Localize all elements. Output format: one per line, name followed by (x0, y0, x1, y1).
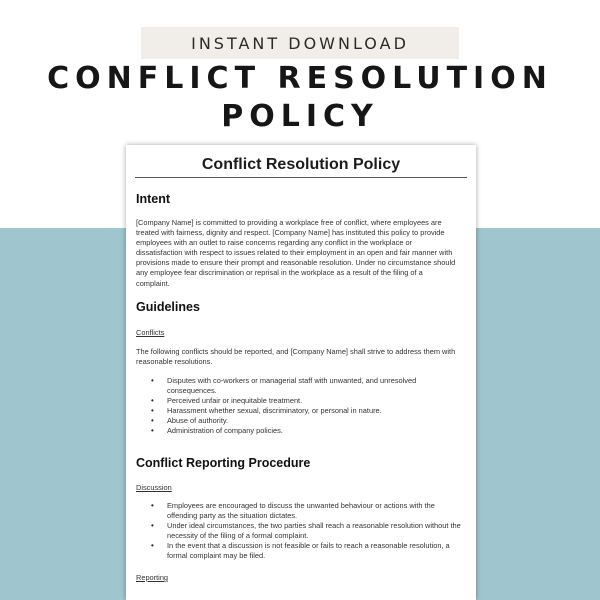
section-heading-guidelines: Guidelines (136, 300, 200, 314)
intent-line: provisions made to ensure their prompt and reasonable resolution. Under no circumstance should (136, 258, 456, 268)
list-item (136, 396, 466, 406)
section-heading-intent: Intent (136, 192, 171, 206)
conflicts-list (136, 376, 466, 437)
guidelines-intro-line: reasonable resolutions. (136, 357, 213, 367)
list-item-line: formal complaint may be filed. (167, 551, 266, 561)
headline-line-1: CONFLICT RESOLUTION (47, 61, 553, 96)
intent-line: [Company Name] is committed to providing a workplace free of conflict, where employees are (136, 218, 442, 227)
intent-paragraph (136, 218, 466, 289)
list-item-line: consequences. (167, 386, 217, 396)
list-item-line: necessity of the filing of a formal complaint. (167, 531, 309, 541)
guidelines-intro (136, 347, 466, 367)
list-item-line: offending party as the situation dictates. (167, 511, 298, 521)
list-item-line: • Abuse of authority. (167, 416, 229, 426)
guidelines-intro-line: The following conflicts should be reported, and [Company Name] shall strive to address them with (136, 347, 456, 356)
intent-line: treated with fairness, dignity and respect. [Company Name] has instituted this policy to provide (136, 228, 445, 238)
intent-line: any employee fear discrimination or reprisal in the workplace as a result of the filing of a (136, 268, 423, 278)
intent-line: dissatisfaction with respect to issues related to their employment in an open and fair manner with (136, 248, 453, 258)
list-item-line: • Harassment whether sexual, discriminatory, or personal in nature. (167, 406, 382, 416)
intent-line: employees with an outlet to raise concerns regarding any conflict in the workplace or (136, 238, 413, 248)
instant-download-badge: INSTANT DOWNLOAD (141, 27, 459, 59)
list-item (136, 406, 466, 416)
document-title: Conflict Resolution Policy (201, 156, 401, 173)
section-heading-procedure: Conflict Reporting Procedure (136, 456, 311, 470)
document-preview-page (126, 145, 476, 600)
intent-line: complaint. (136, 278, 170, 288)
list-item-line: • In the event that a discussion is not feasible or fails to reach a reasonable resolution, a (167, 541, 450, 551)
list-item (136, 521, 466, 541)
list-item-line: • Perceived unfair or inequitable treatment. (167, 396, 303, 406)
list-item-line: • Administration of company policies. (167, 426, 283, 436)
discussion-list (136, 501, 466, 562)
list-item (136, 416, 466, 426)
list-item-line: • Disputes with co-workers or managerial staff with unwanted, and unresolved (167, 376, 417, 385)
list-item (136, 501, 466, 521)
list-item (136, 376, 466, 396)
subheading-discussion: Discussion (136, 483, 172, 492)
title-divider (135, 177, 467, 178)
list-item (136, 426, 466, 436)
list-item-line: • Employees are encouraged to discuss the unwanted behaviour or actions with the (167, 501, 435, 510)
subheading-reporting: Reporting (136, 573, 169, 582)
headline-line-2: POLICY (221, 99, 379, 134)
list-item-line: • Under ideal circumstances, the two parties shall reach a reasonable resolution without the (167, 521, 461, 531)
list-item (136, 541, 466, 561)
subheading-conflicts: Conflicts (136, 328, 165, 337)
